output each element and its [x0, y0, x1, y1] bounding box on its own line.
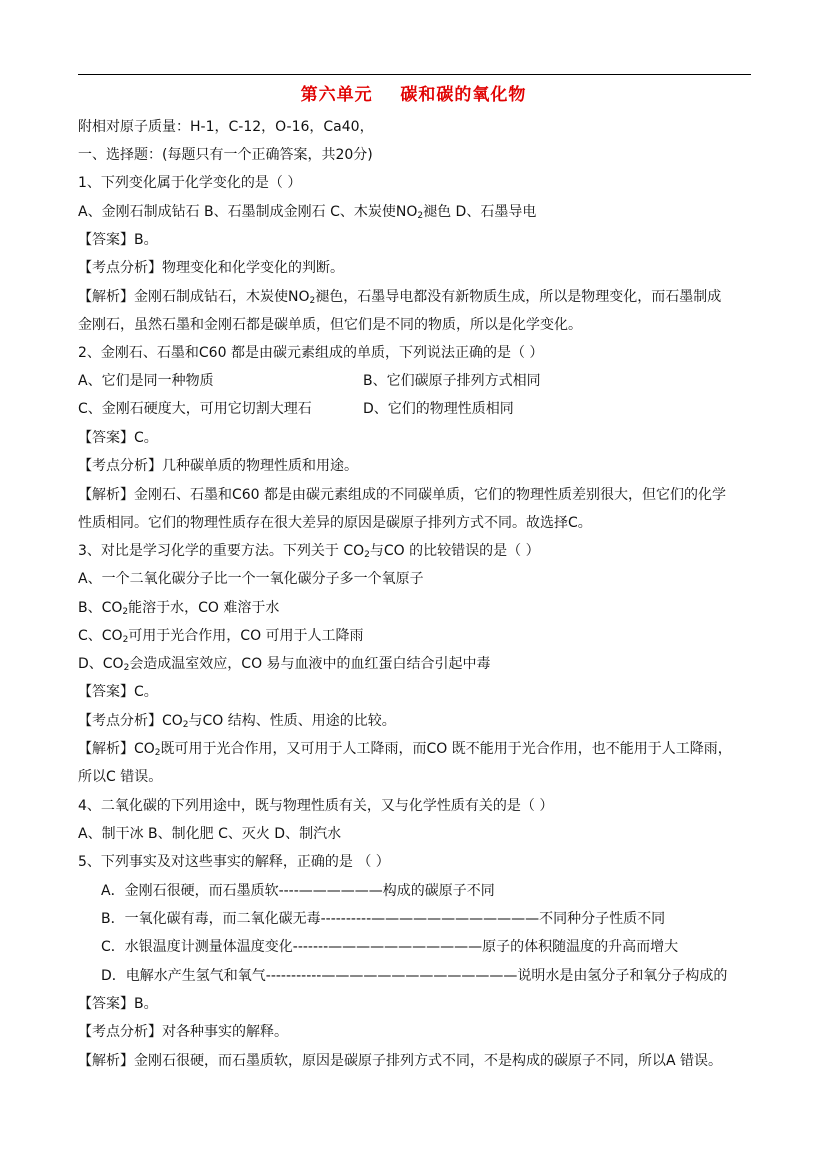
q3-answer: 【答案】C。 [78, 684, 158, 700]
q2-options-row2 [78, 395, 514, 423]
q1-stem: 1、下列变化属于化学变化的是（ ） [78, 175, 302, 191]
q3-explanation-line1: 【解析】$CO_2$既可用于光合作用，又可用于人工降雨，而CO 既不能用于光合作用，也不能用于人工降雨， [78, 741, 732, 758]
q1-options: A、金刚石制成钻石 B、石墨制成金刚石 C、木炭使$NO_2$褪色 D、石墨导电 [78, 204, 537, 221]
q2-option-a: A、它们是同一种物质 [78, 373, 214, 389]
q2-option-d: D、它们的物理性质相同 [363, 401, 514, 417]
q5-option-d: D．电解水产生氢气和氧气-----------——————————————说明水是由氢分子和氧分子构成的 [101, 968, 728, 984]
q5-stem: 5、下列事实及对这些事实的解释，正确的是 （ ） [78, 854, 390, 870]
q3-analysis: 【考点分析】$CO_2$与CO 结构、性质、用途的比较。 [78, 713, 396, 730]
page-title: 第六单元 碳和碳的氧化物 [300, 85, 527, 105]
header-rule [78, 74, 751, 75]
q5-answer: 【答案】B。 [78, 996, 158, 1012]
q3-option-d: D、$CO_2$会造成温室效应，CO 易与血液中的血红蛋白结合引起中毒 [78, 656, 491, 673]
q5-option-a: A．金刚石很硬，而石墨质软----——————构成的碳原子不同 [101, 883, 495, 899]
q3-option-b: B、$CO_2$能溶于水，CO 难溶于水 [78, 600, 280, 617]
q4-stem: 4、二氧化碳的下列用途中，既与物理性质有关，又与化学性质有关的是（ ） [78, 798, 554, 814]
q1-analysis: 【考点分析】物理变化和化学变化的判断。 [78, 260, 344, 276]
atomic-mass-note: 附相对原子质量：H-1，C-12，O-16，Ca40， [78, 119, 374, 135]
q2-analysis: 【考点分析】几种碳单质的物理性质和用途。 [78, 458, 358, 474]
q5-explanation: 【解析】金刚石很硬，而石墨质软，原因是碳原子排列方式不同，不是构成的碳原子不同，所以A 错误。 [78, 1053, 723, 1069]
q5-option-c: C．水银温度计测量体温度变化-------———————————原子的体积随温度的升高而增大 [101, 939, 679, 955]
q1-explanation-line1: 【解析】金刚石制成钻石，木炭使$NO_2$褪色，石墨导电都没有新物质生成，所以是物理变化，而石墨制成 [78, 289, 722, 306]
q1-explanation-line2: 金刚石，虽然石墨和金刚石都是碳单质，但它们是不同的物质，所以是化学变化。 [78, 317, 582, 333]
q5-option-b: B．一氧化碳有毒，而二氧化碳无毒----------————————————不同种分子性质不同 [101, 911, 666, 927]
q5-analysis: 【考点分析】对各种事实的解释。 [78, 1024, 288, 1040]
q2-explanation-line2: 性质相同。它们的物理性质存在很大差异的原因是碳原子排列方式不同。故选择C。 [78, 515, 592, 531]
q2-option-c: C、金刚石硬度大，可用它切割大理石 [78, 401, 312, 417]
q3-option-c: C、$CO_2$可用于光合作用，CO 可用于人工降雨 [78, 628, 364, 645]
q2-options-row1 [78, 367, 541, 395]
q2-explanation-line1: 【解析】金刚石、石墨和C60 都是由碳元素组成的不同碳单质，它们的物理性质差别很大，但它们的化学 [78, 487, 727, 503]
q4-options: A、制干冰 B、制化肥 C、灭火 D、制汽水 [78, 826, 342, 842]
q1-answer: 【答案】B。 [78, 232, 158, 248]
q3-explanation-line2: 所以C 错误。 [78, 769, 163, 785]
q2-stem: 2、金刚石、石墨和C60 都是由碳元素组成的单质，下列说法正确的是（ ） [78, 345, 544, 361]
q3-option-a: A、一个二氧化碳分子比一个一氧化碳分子多一个氧原子 [78, 571, 424, 587]
q2-answer: 【答案】C。 [78, 430, 158, 446]
q3-stem: 3、对比是学习化学的重要方法。下列关于 $CO_2$与CO 的比较错误的是（ ） [78, 543, 540, 560]
section-heading: 一、选择题：(每题只有一个正确答案，共20分) [78, 147, 373, 163]
q2-option-b: B、它们碳原子排列方式相同 [363, 373, 541, 389]
